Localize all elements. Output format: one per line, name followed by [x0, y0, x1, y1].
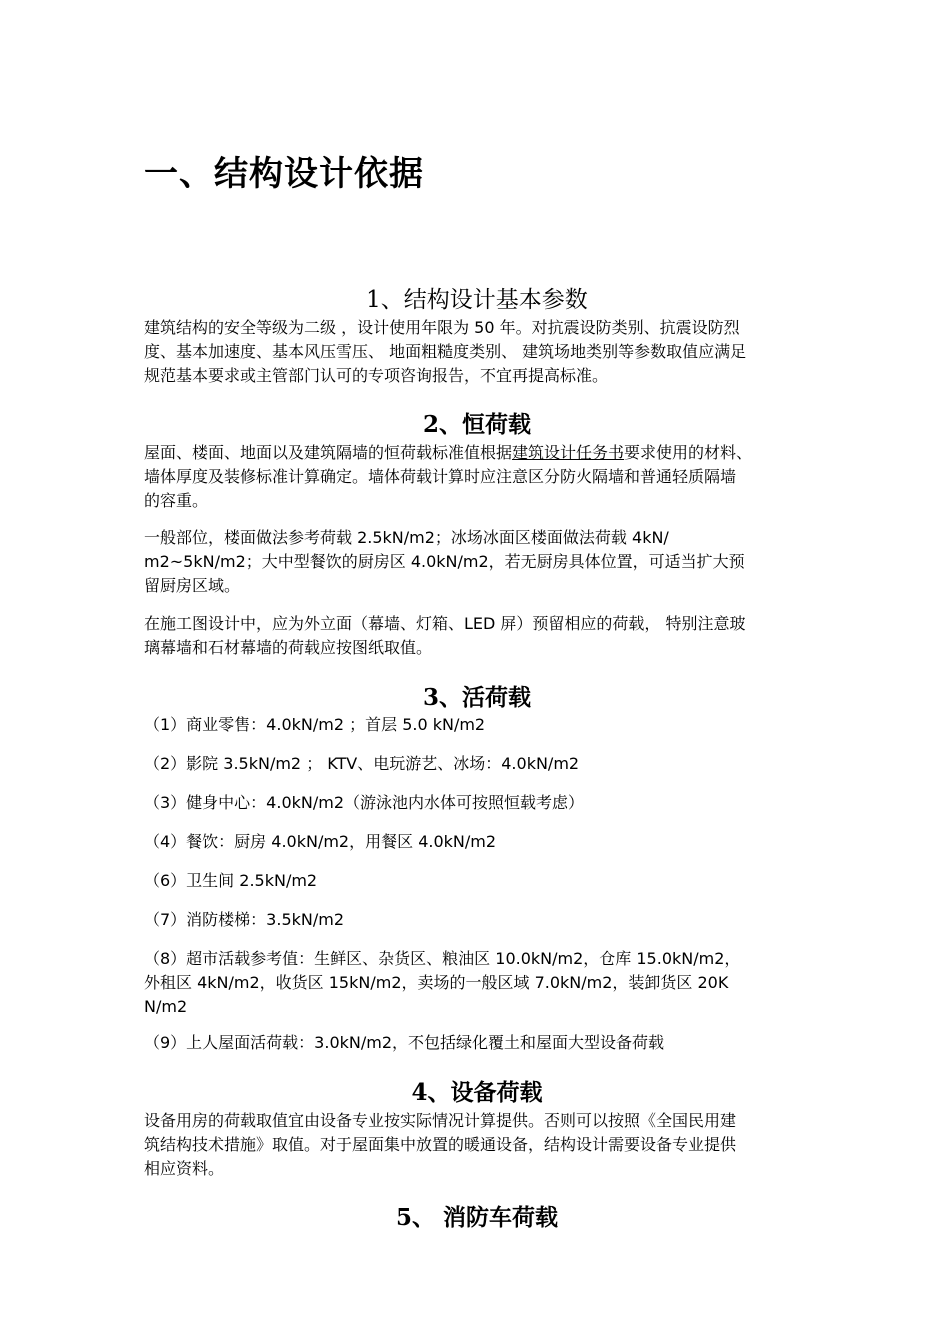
list-item: （7）消防楼梯：3.5kN/m2 — [144, 910, 345, 929]
text-line: 外租区 4kN/m2，收货区 15kN/m2，卖场的一般区域 7.0kN/m2，装卸货区 20K — [144, 973, 729, 992]
text-segment: 屋面、楼面、地面以及建筑隔墙的恒荷载标准值根据 — [144, 443, 513, 462]
text-line: 一般部位，楼面做法参考荷载 2.5kN/m2；冰场冰面区楼面做法荷载 4kN/ — [144, 528, 669, 547]
text-line: 筑结构技术措施》取值。对于屋面集中放置的暖通设备，结构设计需要设备专业提供 — [144, 1135, 737, 1154]
text-line: N/m2 — [144, 997, 188, 1016]
section-2-paragraph-2 — [144, 526, 810, 598]
design-brief-link[interactable]: 建筑设计任务书 — [512, 443, 625, 462]
text-line: （8）超市活载参考值：生鲜区、杂货区、粮油区 10.0kN/m2，仓库 15.0kN/m2， — [144, 949, 741, 968]
document-title: 一、结构设计依据 — [144, 154, 424, 194]
section-4-heading: 4、设备荷载 — [411, 1079, 543, 1106]
text-line: 的容重。 — [144, 491, 209, 510]
text-line: 墙体厚度及装修标准计算确定。墙体荷载计算时应注意区分防火隔墙和普通轻质隔墙 — [144, 467, 737, 486]
section-2-paragraph-3 — [144, 612, 810, 660]
list-item: （2）影院 3.5kN/m2 ； KTV、电玩游艺、冰场：4.0kN/m2 — [144, 754, 580, 773]
text-line: 在施工图设计中，应为外立面（幕墙、灯箱、LED 屏）预留相应的荷载， 特别注意玻 — [144, 614, 746, 633]
text-line: 留厨房区域。 — [144, 576, 241, 595]
text-line: 相应资料。 — [144, 1159, 225, 1178]
text-line: 度、基本加速度、基本风压雪压、 地面粗糙度类别、 建筑场地类别等参数取值应满足 — [144, 342, 747, 361]
list-item — [144, 947, 810, 1019]
text-line: 设备用房的荷载取值宜由设备专业按实际情况计算提供。否则可以按照《全国民用建 — [144, 1111, 737, 1130]
section-2-heading: 2、恒荷载 — [422, 411, 531, 438]
list-item: （4）餐饮：厨房 4.0kN/m2，用餐区 4.0kN/m2 — [144, 832, 497, 851]
section-5-heading: 5、 消防车荷载 — [395, 1204, 558, 1231]
text-line: 规范基本要求或主管部门认可的专项咨询报告，不宜再提高标准。 — [144, 366, 609, 385]
text-line: m2~5kN/m2；大中型餐饮的厨房区 4.0kN/m2，若无厨房具体位置，可适当扩大预 — [144, 552, 745, 571]
section-2-paragraph-1 — [144, 441, 810, 513]
section-1-paragraph — [144, 316, 810, 388]
section-3-heading: 3、活荷载 — [422, 684, 531, 711]
text-segment: 要求使用的材料、 — [624, 443, 753, 462]
text-line — [144, 441, 810, 465]
text-line: 建筑结构的安全等级为二级 ，设计使用年限为 50 年。对抗震设防类别、抗震设防烈 — [144, 318, 740, 337]
text-line: 璃幕墙和石材幕墙的荷载应按图纸取值。 — [144, 638, 433, 657]
list-item: （6）卫生间 2.5kN/m2 — [144, 871, 318, 890]
list-item: （1）商业零售：4.0kN/m2 ；首层 5.0 kN/m2 — [144, 715, 486, 734]
section-4-paragraph — [144, 1109, 810, 1181]
list-item: （9）上人屋面活荷载：3.0kN/m2，不包括绿化覆土和屋面大型设备荷载 — [144, 1033, 665, 1052]
list-item: （3）健身中心：4.0kN/m2（游泳池内水体可按照恒载考虑） — [144, 793, 585, 812]
section-1-heading: 1、结构设计基本参数 — [366, 287, 588, 313]
